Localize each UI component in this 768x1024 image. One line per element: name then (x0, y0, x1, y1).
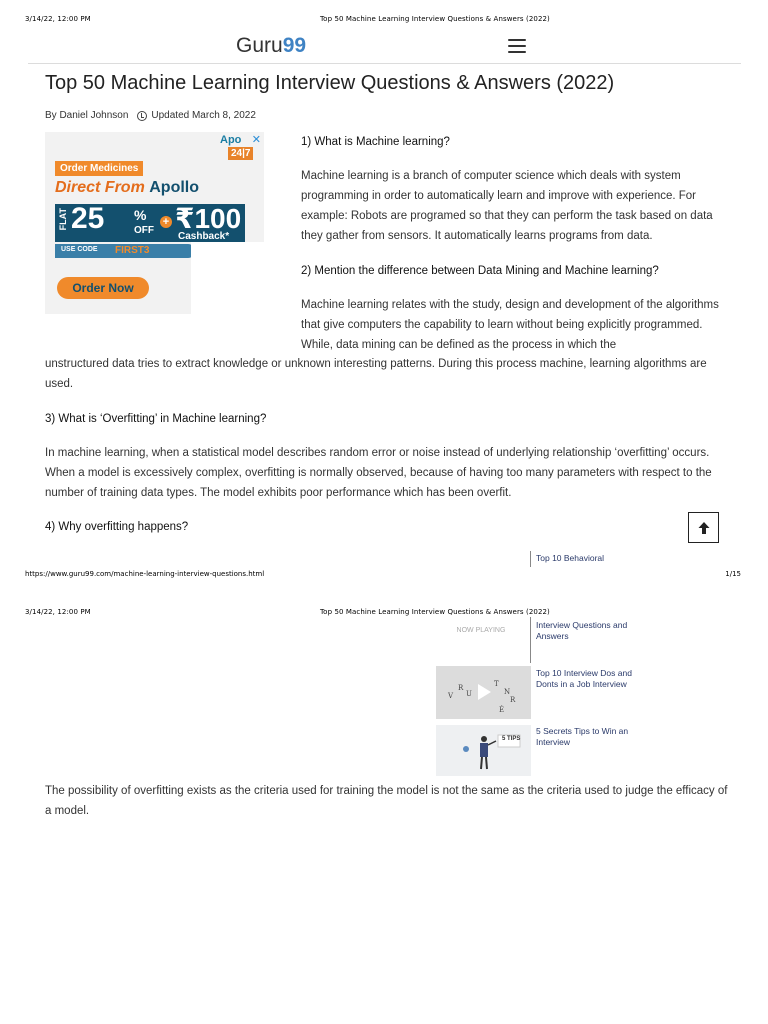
answer-2-part-1: Machine learning relates with the study, design and development of the algorithms that give computers the capability to learn without being explicitly programmed. While, data mining can be defined as the process in which the (301, 299, 719, 351)
logo-text: Guru (236, 34, 283, 57)
playlist-divider (530, 551, 531, 567)
menu-icon[interactable] (508, 39, 526, 53)
ad-flat: FLAT (58, 208, 68, 231)
site-logo[interactable] (236, 34, 306, 58)
play-icon (478, 684, 491, 700)
ad-order-now-button[interactable]: Order Now (57, 277, 149, 299)
print-footer-url: https://www.guru99.com/machine-learning-interview-questions.html (25, 570, 265, 578)
question-4: 4) Why overfitting happens? (45, 521, 189, 533)
ad-blank-area (191, 242, 264, 314)
arrow-up-icon (697, 521, 711, 535)
ad-plus-icon: + (160, 216, 172, 228)
presenter-figure-icon (436, 725, 531, 776)
author-byline: By Daniel Johnson (45, 110, 129, 121)
video-thumbnail-secrets[interactable] (436, 725, 531, 776)
ad-headline (55, 179, 199, 197)
ad-cashback-amount: ₹100 (175, 203, 242, 234)
answer-3: In machine learning, when a statistical model describes random error or noise instead of underlying relationship ‘overfitting’ occurs. When a model is excessively complex, overfitting is normally observed, because of having too many parameters with respect to the number of training data types. The model exhibits poor performance which has been overfit. (45, 447, 712, 499)
playlist-item-behavioral[interactable]: Top 10 Behavioral (536, 553, 605, 563)
ad-badge: 24|7 (228, 147, 253, 160)
ad-off: OFF (134, 225, 154, 236)
page-title: Top 50 Machine Learning Interview Questions & Answers (2022) (45, 72, 615, 94)
print-datetime-p2: 3/14/22, 12:00 PM (25, 608, 91, 616)
clock-icon (137, 111, 147, 121)
ad-order-medicines: Order Medicines (55, 161, 143, 176)
now-playing-label: NOW PLAYING (456, 627, 506, 634)
question-3: 3) What is ‘Overfitting’ in Machine learning? (45, 413, 267, 425)
scroll-to-top-button[interactable] (688, 512, 719, 543)
site-header (28, 32, 741, 64)
answer-4: The possibility of overfitting exists as the criteria used for training the model is not the same as the criteria used to judge the efficacy of a model. (45, 785, 728, 817)
ad-percent-sign: % (134, 207, 147, 223)
ad-direct-from: Direct From (55, 179, 150, 196)
ad-close-icon[interactable]: ✕ (251, 134, 261, 146)
apollo-ad-banner[interactable] (45, 132, 264, 314)
ad-code: FIRST3 (115, 245, 150, 256)
ad-cashback: Cashback* (178, 231, 230, 242)
print-datetime: 3/14/22, 12:00 PM (25, 15, 91, 23)
article-meta (45, 110, 256, 121)
question-2: 2) Mention the difference between Data Mining and Machine learning? (301, 265, 659, 277)
print-doc-title-p2: Top 50 Machine Learning Interview Questions & Answers (2022) (320, 608, 550, 616)
ad-percent: 25 (71, 202, 105, 235)
print-doc-title: Top 50 Machine Learning Interview Questions & Answers (2022) (320, 15, 550, 23)
updated-date: Updated March 8, 2022 (151, 110, 256, 121)
ad-use-code: USE CODE (61, 246, 98, 253)
video-thumbnail-dos-donts[interactable]: R U T N R É V (436, 666, 531, 719)
playlist-item-secrets[interactable]: 5 Secrets Tips to Win an Interview (536, 726, 629, 747)
playlist-item-dos-donts[interactable]: Top 10 Interview Dos and Donts in a Job Interview (536, 668, 632, 689)
answer-2-part-2: unstructured data tries to extract knowledge or unknown interesting patterns. During this process machine, learning algorithms are used. (45, 358, 707, 390)
question-1: 1) What is Machine learning? (301, 136, 450, 148)
playlist-divider-p2 (530, 617, 531, 663)
ad-brand: Apo (220, 134, 242, 146)
answer-1: Machine learning is a branch of computer science which deals with system programming in order to automatically learn and improve with experience. For example: Robots are programed so that they can perform the task based on data they gather from sensors. It automatically learns programs from data. (301, 170, 713, 242)
logo-number: 99 (282, 34, 307, 57)
thumb2-label: 5 TIPS (502, 736, 521, 742)
playlist-item-behavioral-cont[interactable]: Interview Questions and Answers (536, 620, 628, 641)
ad-apollo: Apollo (149, 179, 200, 196)
print-footer-page: 1/15 (725, 570, 741, 578)
